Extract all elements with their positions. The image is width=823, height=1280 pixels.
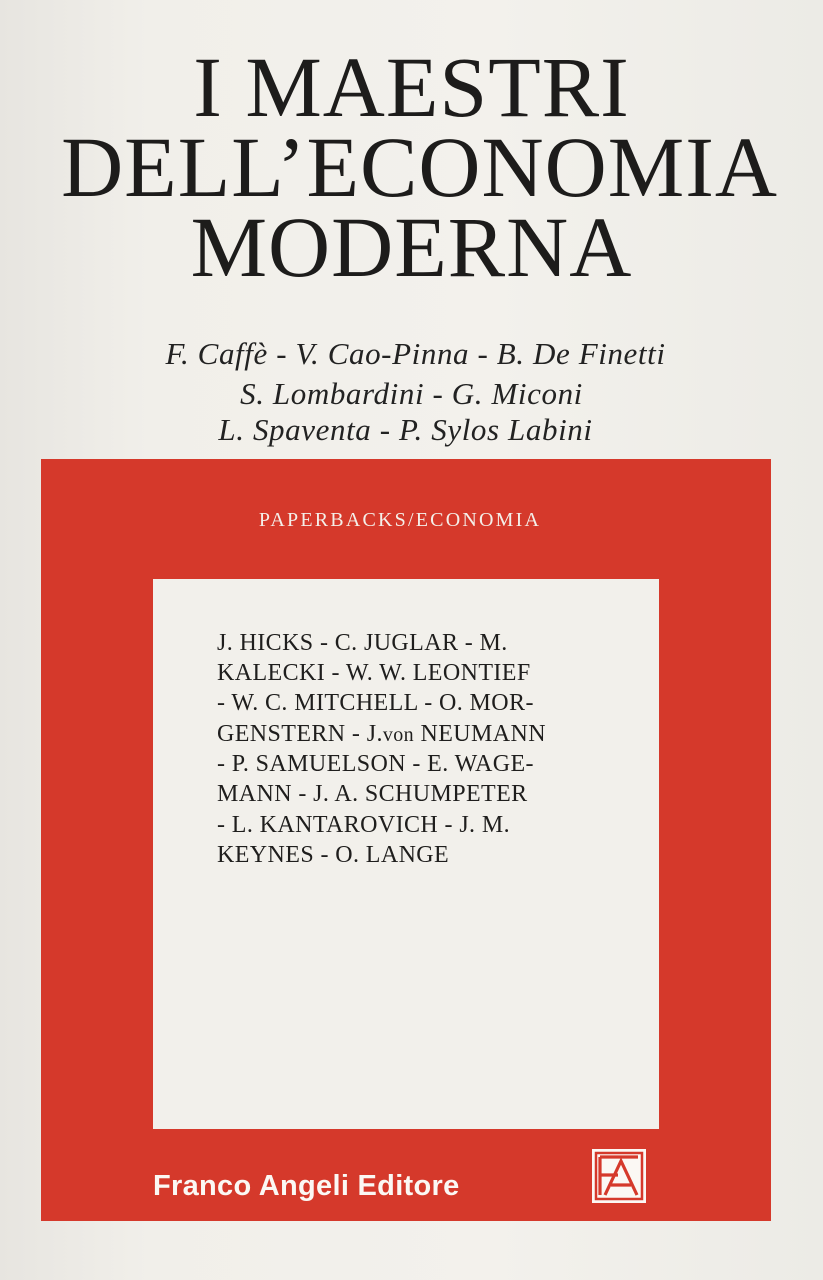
authors-line-2: S. Lombardini - G. Miconi <box>240 376 583 411</box>
economists-box <box>153 579 659 1129</box>
series-panel <box>41 459 771 1221</box>
economists-line-4-part-c: NEUMANN <box>414 721 546 747</box>
book-title-line-1: I MAESTRI <box>193 39 630 135</box>
authors-line-3: L. Spaventa - P. Sylos Labini <box>218 412 593 447</box>
economists-line-2: KALECKI - W. W. LEONTIEF <box>217 660 531 686</box>
economists-line-1: J. HICKS - C. JUGLAR - M. <box>217 630 508 656</box>
book-title-line-3: MODERNA <box>190 199 633 295</box>
economists-line-7: - L. KANTAROVICH - J. M. <box>217 812 510 838</box>
economists-line-4 <box>217 720 546 749</box>
economists-line-4-von: von <box>382 724 415 746</box>
economists-line-5: - P. SAMUELSON - E. WAGE- <box>217 751 534 777</box>
authors-line-1: F. Caffè - V. Cao-Pinna - B. De Finetti <box>165 336 666 371</box>
publisher-logo-icon <box>591 1148 647 1204</box>
publisher-name: Franco Angeli Editore <box>153 1170 460 1202</box>
economists-line-4-part-a: GENSTERN - J. <box>217 721 383 747</box>
series-label: PAPERBACKS/ECONOMIA <box>258 509 542 531</box>
economists-line-3: - W. C. MITCHELL - O. MOR- <box>217 690 534 716</box>
economists-line-8: KEYNES - O. LANGE <box>217 842 450 868</box>
book-title-line-2: DELL’ECONOMIA <box>61 119 778 215</box>
economists-line-6: MANN - J. A. SCHUMPETER <box>217 781 528 807</box>
